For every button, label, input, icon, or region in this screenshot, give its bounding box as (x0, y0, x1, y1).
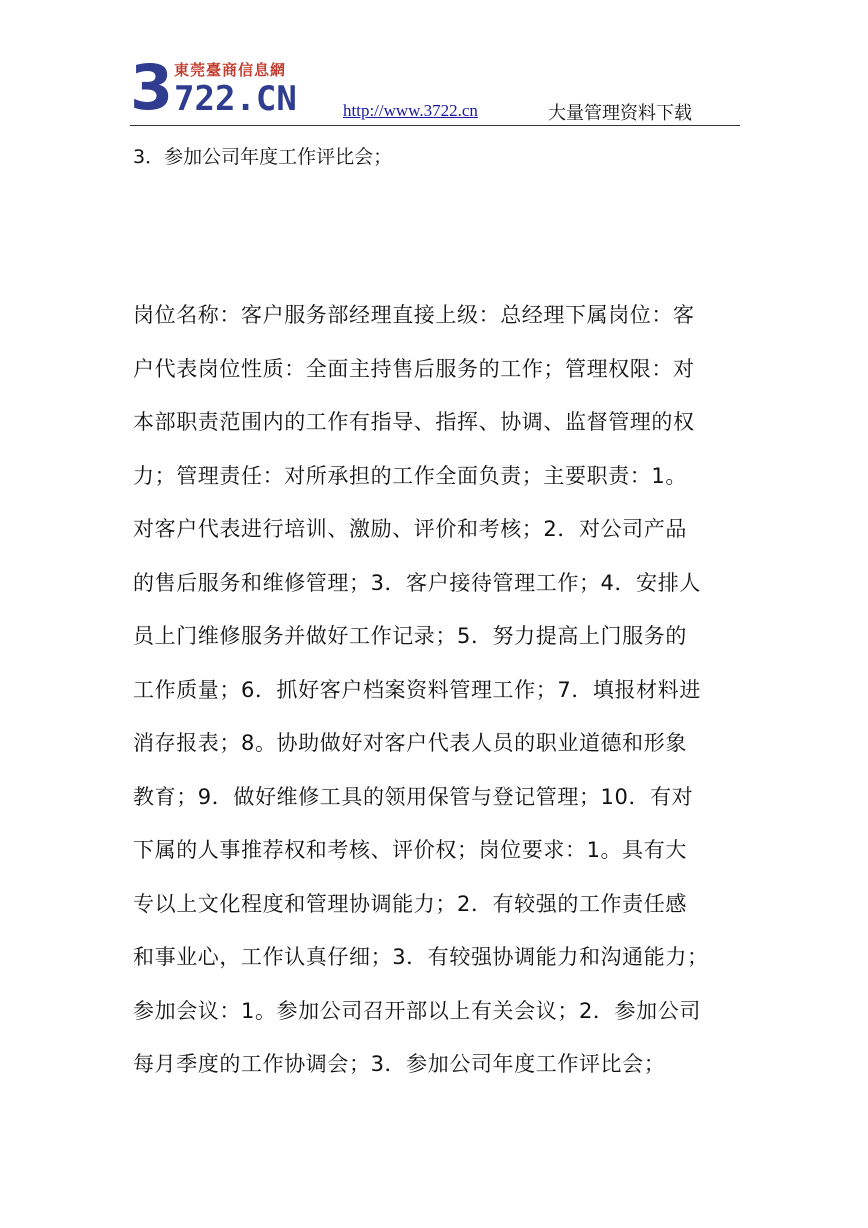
first-paragraph: 3．参加公司年度工作评比会； (133, 146, 393, 168)
page-header (130, 51, 740, 127)
body-line: 教育；9．做好维修工具的领用保管与登记管理；10．有对 (133, 784, 694, 809)
logo-number: 3 (130, 51, 174, 124)
body-line: 消存报表；8。协助做好对客户代表人员的职业道德和形象 (133, 731, 687, 755)
body-line: 和事业心，工作认真仔细；3．有较强协调能力和沟通能力； (133, 945, 709, 969)
body-line: 员上门维修服务并做好工作记录；5．努力提高上门服务的 (133, 624, 687, 648)
body-line: 每月季度的工作协调会；3．参加公司年度工作评比会； (133, 1052, 666, 1076)
body-line: 下属的人事推荐权和考核、评价权；岗位要求：1。具有大 (133, 838, 687, 862)
logo-domain: 722.CN (174, 79, 297, 119)
body-line: 力；管理责任：对所承担的工作全面负责；主要职责：1。 (133, 463, 687, 488)
body-line: 参加会议：1。参加公司召开部以上有关会议；2．参加公司 (133, 998, 701, 1023)
site-url-link[interactable]: http://www.3722.cn (343, 101, 478, 120)
body-line: 工作质量；6．抓好客户档案资料管理工作；7．填报材料进 (133, 677, 701, 702)
body-line: 本部职责范围内的工作有指导、指挥、协调、监督管理的权 (133, 410, 695, 434)
body-line: 的售后服务和维修管理；3．客户接待管理工作；4．安排人 (133, 570, 701, 595)
body-paragraph (133, 299, 753, 1102)
body-line: 岗位名称：客户服务部经理直接上级：总经理下属岗位：客 (133, 303, 695, 327)
body-line: 对客户代表进行培训、激励、评价和考核；2．对公司产品 (133, 517, 687, 541)
body-line: 专以上文化程度和管理协调能力；2．有较强的工作责任感 (133, 891, 687, 916)
header-divider (130, 125, 740, 126)
body-line: 户代表岗位性质：全面主持售后服务的工作；管理权限：对 (133, 356, 695, 381)
logo-tagline: 東莞臺商信息網 (174, 61, 287, 79)
site-logo[interactable] (130, 51, 310, 124)
header-tagline: 大量管理资料下载 (548, 103, 692, 124)
